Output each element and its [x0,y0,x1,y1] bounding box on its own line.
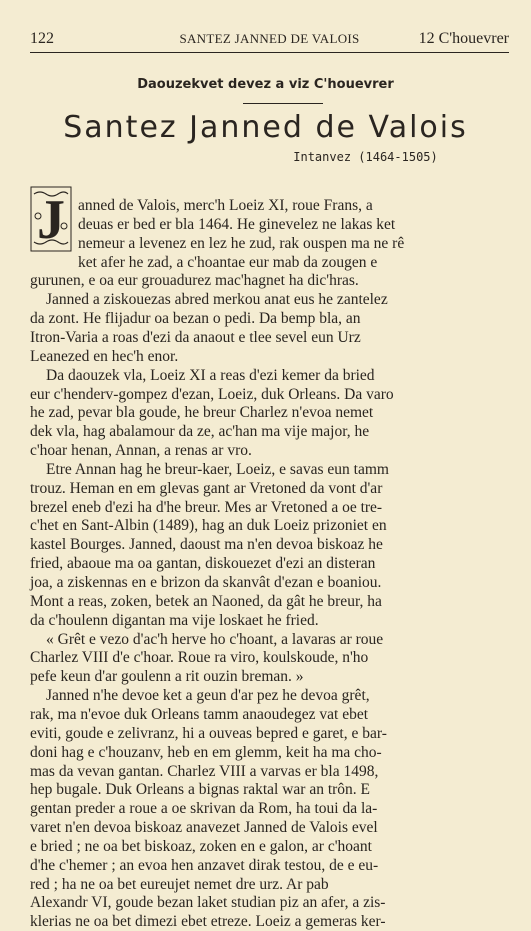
text-line: kastel Bourges. Janned, daoust ma n'en devoa biskoaz he [30,536,383,554]
text-line: hep bugale. Duk Orleans a bignas raktal war an trôn. E [30,781,371,799]
text-line: e bried ; ne oa bet biskoaz, zoken en e galon, ar c'hoant [30,837,372,855]
text-line: deuas er bed er bla 1464. He ginevelez ne lakas ket [78,215,396,233]
text-line: c'hoar henan, Annan, a renas ar vro. [30,442,252,460]
drop-cap-letter: J [37,189,65,251]
text-line: Janned a ziskouezas abred merkou anat eus he zantelez [46,291,388,309]
text-line: da zont. He flijadur oa bezan o pedi. Da bemp bla, an [30,310,361,328]
text-line: anned de Valois, merc'h Loeiz XI, roue Frans, a [78,197,373,214]
text-line: fried, abaoue ma oa gantan, diskouezet d'ezi an disteran [30,555,376,573]
text-line: eviti, goude e zelivranz, hi a ouveas bepred e garet, e bar- [30,724,387,742]
text-line: Janned n'he devoe ket a geun d'ar pez he devoa grêt, [46,687,370,705]
text-line: gurunen, e oa eur grouadurez mac'hagnet ha dic'hras. [30,272,359,290]
text-line: ket afer he zad, a c'hoantae eur mab da zougen e [78,253,378,271]
text-line: c'het en Sant-Albin (1489), hag an duk Loeiz prizoniet en [30,517,387,535]
text-line: « Grêt e vezo d'ac'h herve ho c'hoant, a lavaras ar roue [46,630,384,648]
text-line: klerias ne oa bet dimezi ebet etreze. Loeiz a gemeras ker- [30,913,386,931]
text-line: Leanezed en hec'h enor. [30,347,179,365]
text-line: eur c'henderv-gompez d'ezan, Loeiz, duk Orleans. Da varo [30,385,394,403]
text-line: Alexandr VI, goude bezan laket studian piz an afer, a zis- [30,894,386,912]
saint-name: Santez Janned de Valois [63,110,468,145]
saint-dates: Intanvez (1464-1505) [293,150,438,164]
text-line: brezel eneb d'ezi ha d'he breur. Mes ar Vretoned a oe tre- [30,498,383,516]
text-line: trouz. Heman en em glevas gant ar Vretoned da vont d'ar [30,479,383,497]
title-rule [243,103,323,104]
text-line: varet n'en devoa biskoaz anavezet Janned de Valois evel [30,819,378,837]
text-line: dek vla, hag abalamour da ze, ac'han ma vije major, he [30,423,370,441]
text-line: joa, a ziskennas en e brizon da skanvât d'ezan e boaniou. [30,574,382,591]
page-number: 122 [30,30,54,47]
text-line: rak, ma n'evoe duk Orleans tamm anaoudegez vat ebet [30,705,369,723]
text-line: gentan preder a roue a oe skrivan da Rom, ha toui da la- [30,800,378,818]
text-line: Mont a reas, zoken, betek an Naoned, da gât he breur, ha [30,592,382,610]
text-line: d'he c'hemer ; an evoa hen anzavet dirak testou, de e eu- [30,856,379,874]
daily-heading: Daouzekvet devez a viz C'houevrer [137,77,394,92]
text-line: doni hag e c'houzanv, heb en em glemm, keit ha ma cho- [30,743,382,761]
text-line: Da daouzek vla, Loeiz XI a reas d'ezi kemer da bried [46,366,375,384]
ornamental-drop-cap [30,186,72,252]
text-line: he zad, pevar bla goude, he breur Charlez n'evoa nemet [30,404,374,422]
text-line: nemeur a levenez en lez he zud, rak ouspen ma ne rê [78,234,405,252]
text-line: da c'houlenn digantan ma vije loskaet he fried. [30,611,319,629]
text-line: Itron-Varia a roas d'ezi da anaout e tlee sevel eun Urz [30,328,361,346]
text-line: Etre Annan hag he breur-kaer, Loeiz, e savas eun tamm [46,460,389,478]
text-line: pefe keun d'ar goulenn a rit ouzin breman. » [30,668,304,686]
text-line: red ; ha ne oa bet eureujet nemet dre urz. Ar pab [30,875,329,893]
running-head-title: SANTEZ JANNED DE VALOIS [179,31,360,46]
text-line: Charlez VIII d'e c'hoar. Roue ra viro, koulskoude, n'ho [30,649,369,667]
running-head-date: 12 C'houevrer [418,30,509,47]
running-head [30,30,509,53]
text-line: mas da vevan gantan. Charlez VIII a varvas er bla 1498, [30,762,379,780]
